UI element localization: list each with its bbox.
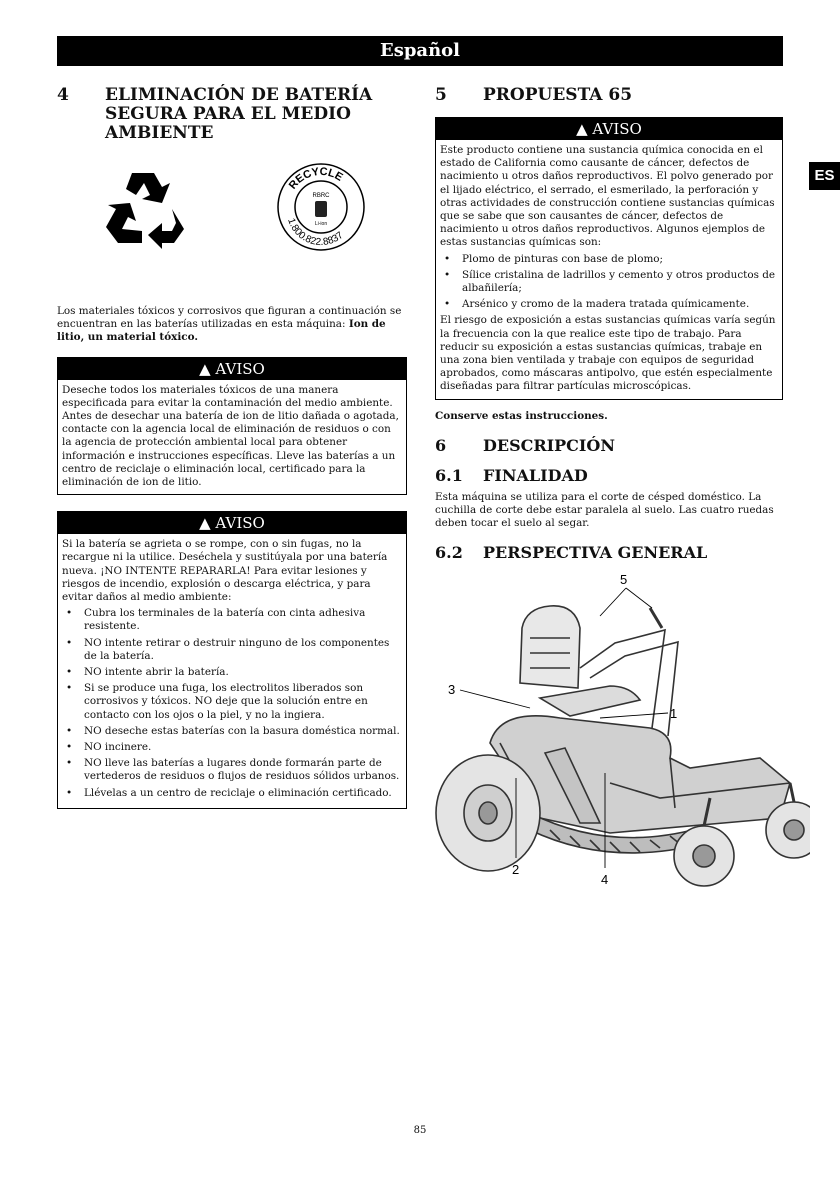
section-number: 5	[435, 85, 447, 105]
rbrc-recycle-seal	[275, 161, 367, 253]
section-number: 6	[435, 435, 447, 455]
list-item: • Llévelas a un centro de reciclaje o eliminación certificado.	[62, 787, 401, 800]
warning-text: Si la batería se agrieta o se rompe, con o sin fugas, no la recargue ni la utilice. Deséchela y sustitúyala por una batería nueva. ¡NO INTENTE REPARARLA! Para evitar lesiones y riesgos de incendio, explosión o descarga eléctrica, y para evitar daños al medio ambiente:	[62, 538, 388, 604]
warning-box-disposal	[57, 357, 407, 496]
warning-text: Este producto contiene una sustancia química conocida en el estado de California como causante de cáncer, defectos de nacimiento u otros daños reproductivos. El polvo generado por el lijado eléctrico, el serrado, el esmerilado, la perforación y otras actividades de construcción contiene sustancias químicas que se sabe que son causantes de cáncer, defectos de nacimiento u otros daños reproductivos. Algunos ejemplos de estas sustancias químicas son:	[440, 144, 775, 249]
section-6-heading	[435, 437, 783, 455]
warning-text: Deseche todos los materiales tóxicos de una manera especificada para evitar la contaminación del medio ambiente. Antes de desechar una batería de ion de litio dañada o agotada, contacte con la agencia local de eliminación de residuos o con la agencia de protección ambiental local para obtener información e instrucciones específicas. Lleve las baterías a un centro de reciclaje o eliminación local, certificado para la eliminación de ion de litio.	[62, 383, 399, 489]
section-title: FINALIDAD	[483, 465, 588, 485]
purpose-text: Esta máquina se utiliza para el corte de césped doméstico. La cuchilla de corte debe estar paralela al suelo. Las cuatro ruedas deben tocar el suelo al segar.	[435, 490, 774, 530]
page-number: 85	[413, 1125, 427, 1136]
list-item: • NO deseche estas baterías con la basura doméstica normal.	[62, 725, 401, 738]
callout-5: 5	[620, 572, 628, 588]
svg-text:1.800.822.8837: 1.800.822.8837	[285, 216, 346, 249]
language-header: Español	[57, 36, 783, 66]
list-item: • NO intente abrir la batería.	[62, 666, 401, 679]
section-number: 4	[57, 85, 69, 105]
warning-box-prop65	[435, 117, 783, 400]
section-number: 6.1	[435, 465, 463, 485]
list-item: • Sílice cristalina de ladrillos y cemento y otros productos de albañilería;	[440, 269, 777, 295]
callout-3: 3	[448, 682, 456, 698]
warning-list	[440, 253, 777, 312]
svg-text:RBRC: RBRC	[312, 193, 330, 199]
callout-2: 2	[512, 862, 520, 878]
list-item: • Plomo de pinturas con base de plomo;	[440, 253, 777, 266]
section-6-2-heading	[435, 544, 783, 562]
language-tab: ES	[809, 162, 840, 190]
section-4-heading	[57, 86, 407, 143]
right-column	[435, 86, 783, 888]
callout-1: 1	[670, 706, 678, 722]
list-item: • NO incinere.	[62, 741, 401, 754]
recycle-icon	[102, 169, 188, 249]
warning-heading: ▲ AVISO	[58, 512, 406, 534]
left-column	[57, 86, 407, 809]
section-title: PROPUESTA 65	[483, 85, 633, 105]
svg-text:RECYCLE: RECYCLE	[286, 165, 345, 192]
toxic-materials-intro: Los materiales tóxicos y corrosivos que figuran a continuación se encuentran en las baterías utilizadas en esta máquina: Ion de litio, un material tóxico.	[57, 305, 402, 344]
warning-list	[62, 607, 401, 800]
list-item: • NO intente retirar o destruir ninguno de los componentes de la batería.	[62, 637, 401, 663]
warning-text-2: El riesgo de exposición a estas sustancias químicas varía según la frecuencia con la que realice este tipo de trabajo. Para reducir su exposición a estas sustancias químicas, trabaje en una zona bien ventilada y trabaje con equipos de seguridad aprobados, como máscaras antipolvo, que estén especialmente diseñadas para filtrar partículas microscópicas.	[440, 314, 776, 393]
recycle-icons	[57, 151, 407, 269]
list-item: • NO lleve las baterías a lugares donde formarán parte de vertederos de residuos o flujos de residuos sólidos urbanos.	[62, 757, 401, 783]
mower-overview-diagram	[430, 568, 810, 888]
list-item: • Si se produce una fuga, los electrolitos liberados son corrosivos y tóxicos. NO deje que la solución entre en contacto con los ojos o la piel, y no la ingiera.	[62, 682, 401, 722]
section-title: DESCRIPCIÓN	[483, 435, 615, 455]
section-6-1-heading	[435, 467, 783, 485]
list-item: • Arsénico y cromo de la madera tratada químicamente.	[440, 298, 777, 311]
section-5-heading	[435, 86, 783, 105]
warning-heading: ▲ AVISO	[436, 118, 782, 140]
warning-box-damaged-battery	[57, 511, 407, 809]
section-number: 6.2	[435, 543, 463, 563]
warning-heading: ▲ AVISO	[58, 358, 406, 380]
callout-4: 4	[601, 872, 609, 888]
svg-text:Li-ion: Li-ion	[314, 221, 328, 227]
list-item: • Cubra los terminales de la batería con cinta adhesiva resistente.	[62, 607, 401, 633]
section-title: PERSPECTIVA GENERAL	[483, 543, 708, 563]
section-title: ELIMINACIÓN DE BATERÍA SEGURA PARA EL MEDIO AMBIENTE	[105, 85, 373, 143]
keep-instructions: Conserve estas instrucciones.	[435, 409, 608, 422]
